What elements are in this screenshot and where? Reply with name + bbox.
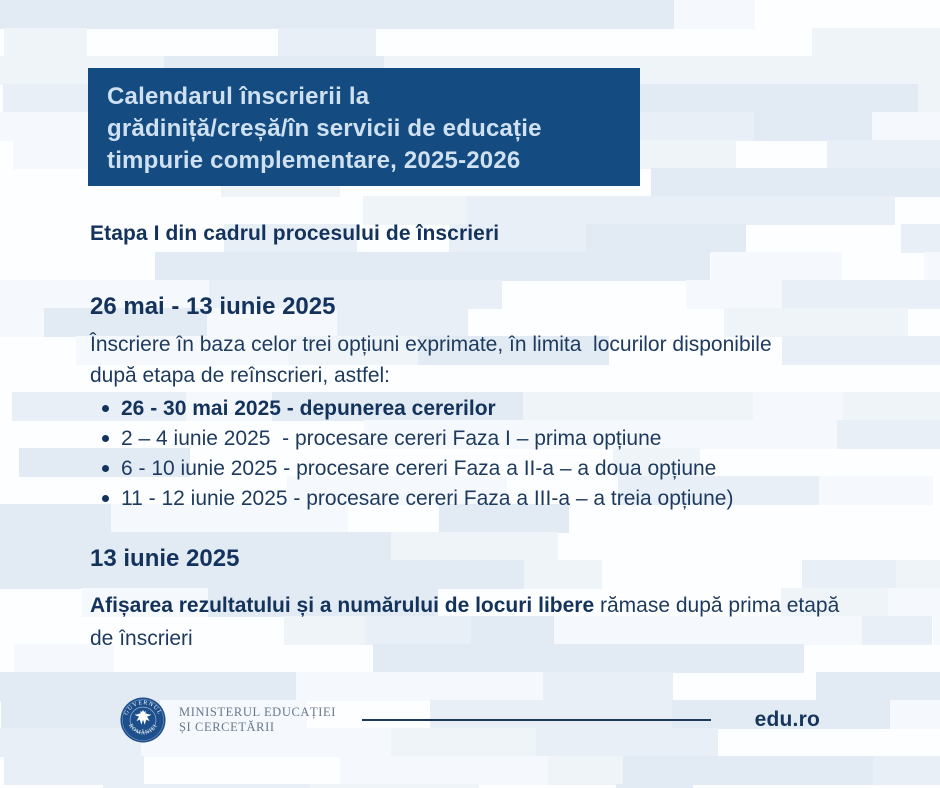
ministry-line-2: ȘI CERCETĂRII [179, 720, 275, 734]
intro-paragraph [90, 329, 772, 391]
government-seal-logo [120, 697, 166, 743]
schedule-item-1: 26 - 30 mai 2025 - depunerea cererilor [90, 394, 733, 424]
ministry-name [179, 705, 336, 735]
result-date-heading: 13 iunie 2025 [90, 545, 240, 572]
title-banner [88, 68, 640, 186]
result-paragraph [90, 589, 860, 655]
title-line-2: grădiniță/creșă/în servicii de educație [107, 115, 542, 142]
result-regular-text: rămase după prima etapă de înscrieri [90, 594, 840, 650]
seal-top-text: GUVERNUL [123, 700, 163, 717]
intro-line-2: după etapa de reînscrieri, astfel: [90, 364, 391, 387]
footer-divider-line [362, 719, 711, 721]
schedule-item-4: 11 - 12 iunie 2025 - procesare cereri Faza a III-a – a treia opțiune) [90, 484, 733, 514]
period-heading: 26 mai - 13 iunie 2025 [90, 293, 336, 320]
ministry-line-1: MINISTERUL EDUCAȚIEI [179, 705, 337, 719]
intro-line-1: Înscriere în baza celor trei opțiuni exprimate, în limita locurilor disponibile [90, 333, 772, 356]
stage-heading: Etapa I din cadrul procesului de înscrieri [90, 222, 500, 245]
title-line-1: Calendarul înscrierii la [107, 83, 370, 110]
schedule-list [90, 394, 733, 514]
title-line-3: timpurie complementare, 2025-2026 [107, 147, 521, 174]
result-bold-text: Afișarea rezultatului și a numărului de locuri libere [90, 594, 595, 617]
seal-bottom-text: ROMÂNIEI [127, 722, 159, 737]
schedule-item-2: 2 – 4 iunie 2025 - procesare cereri Faza I – prima opțiune [90, 424, 733, 454]
footer [120, 694, 820, 746]
schedule-item-3: 6 - 10 iunie 2025 - procesare cereri Faza a II-a – a doua opțiune [90, 454, 733, 484]
website-link: edu.ro [754, 708, 820, 731]
